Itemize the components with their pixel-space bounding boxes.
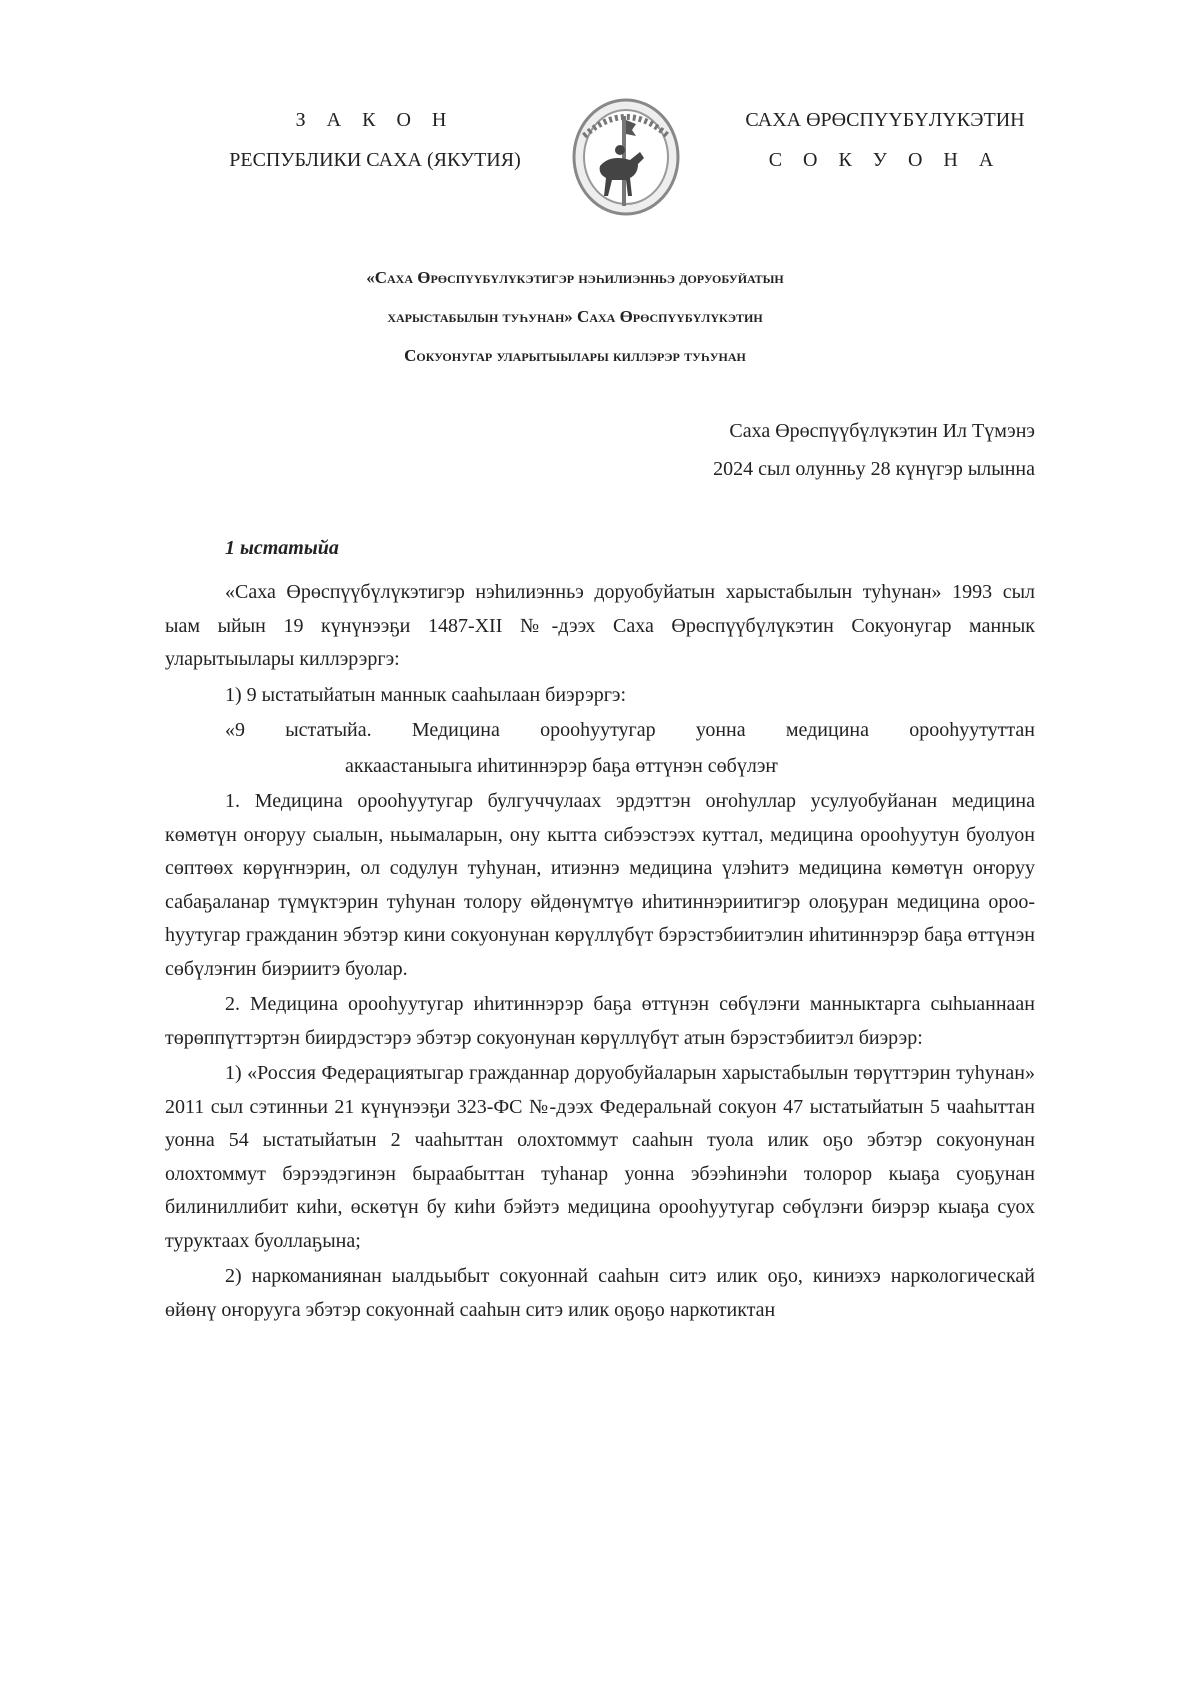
- adoption-date: 2024 сыл олунньу 28 күнүгэр ылынна: [713, 458, 1035, 480]
- law-title-line2: харыстабылын туһунан» Саха Өрөспүүбүлүкэтин: [387, 307, 763, 326]
- paragraph-4: 2) наркоманиянан ыалдьыбыт сокуоннай сааһын ситэ илик оҕо, киниэхэ наркологическай өйөнү оҥорууга эбэтэр сокуоннай сааһын ситэ илик оҕоҕо наркотиктан: [165, 1265, 1035, 1321]
- article-item-1: 1) 9 ыстатыйатын маннык сааһылаан биэрэргэ:: [225, 683, 627, 706]
- document-body: [165, 528, 1035, 1329]
- subheading-line1: «9 ыстатыйа. Медицина орооһуутугар уонна медицина орооһуутуттан: [225, 719, 1035, 741]
- law-title-line3: Сокуонугар уларытыылары киллэрэр туһунан: [404, 346, 746, 365]
- subheading-line2: аккаастаныыга иһитиннэрэр баҕа өттүнэн сөбүлэҥ: [345, 754, 778, 777]
- law-title: [170, 258, 980, 375]
- article-intro: «Саха Өрөспүүбүлүкэтигэр нэһилиэнньэ доруобуйатын харыстабылын туһунан» 1993 сыл ыам ыйын 19 күнүнээҕи 1487-XII №-дээх Саха Өрөспүүбүлүкэтин Сокуонугар маннык уларытыылары киллэрэргэ:: [165, 581, 1035, 670]
- paragraph-1: 1. Медицина орооһуутугар булгуччулаах эрдэттэн оҥоһуллар усулуобуйанан медицина көмөтүн оҥоруу сыалын, ньымаларын, ону кытта сибээстээх куттал, медицина орооһуутун буолуон сөптөөх көрүҥнэрин, ол содулун туһунан, итиэннэ медицина үлэһитэ медицина көмөтүн оҥоруу сабаҕаланар түмүктэрин туһунан толору өйдөнүмтүө иһитиннэриитигэр олоҕуран медицина орооһуутугар гражданин эбэтэр кини сокуонунан көрүллүбүт бэрэстэбиитэлин иһитиннэрэр баҕа өттүнэн сөбүлэҥин биэриитэ буолар.: [165, 790, 1035, 980]
- header-right-line2: С О К У О Н А: [768, 149, 1002, 171]
- header-right-line1: САХА ӨРӨСПҮҮБҮЛҮКЭТИН: [745, 109, 1025, 131]
- header-left-line2: РЕСПУБЛИКИ САХА (ЯКУТИЯ): [229, 149, 521, 171]
- republic-emblem-icon: [570, 96, 682, 218]
- law-title-line1: «Саха Өрөспүүбүлүкэтигэр нэһилиэнньэ доруобуйатын: [366, 268, 784, 287]
- header-right: [720, 100, 1050, 180]
- article-heading: 1 ыстатыйа: [225, 537, 339, 559]
- paragraph-2: 2. Медицина орооһуутугар иһитиннэрэр баҕа өттүнэн сөбүлэҥи манныктарга сыһыаннаан төрөппүттэртэн биирдэстэрэ эбэтэр сокуонунан көрүллүбүт атын бэрэстэбиитэл биэрэр:: [165, 993, 1035, 1049]
- adoption-note: [713, 412, 1035, 488]
- header-left-line1: З А К О Н: [295, 109, 455, 131]
- adoption-body: Саха Өрөспүүбүлүкэтин Ил Түмэнэ: [729, 420, 1035, 442]
- header-left: [195, 100, 555, 180]
- paragraph-3: 1) «Россия Федерациятыгар гражданнар доруобуйаларын харыстабылын төрүттэрин туһунан» 2011 сыл сэтинньи 21 күнүнээҕи 323-ФС №-дээх Федеральнай сокуон 47 ыстатыйатын 5 чааһыттан уонна 54 ыстатыйатын 2 чааһыттан олохтоммут сааһын туола илик оҕо эбэтэр сокуонунан олохтоммут бэрээдэгинэн быраабыттан туһанар уонна эбээһинэһи толорор кыаҕа суоҕунан билиниллибит киһи, өскөтүн бу киһи бэйэтэ медицина орооһуутугар сөбүлэҥи биэрэр кыаҕа суох туруктаах буоллаҕына;: [165, 1062, 1035, 1252]
